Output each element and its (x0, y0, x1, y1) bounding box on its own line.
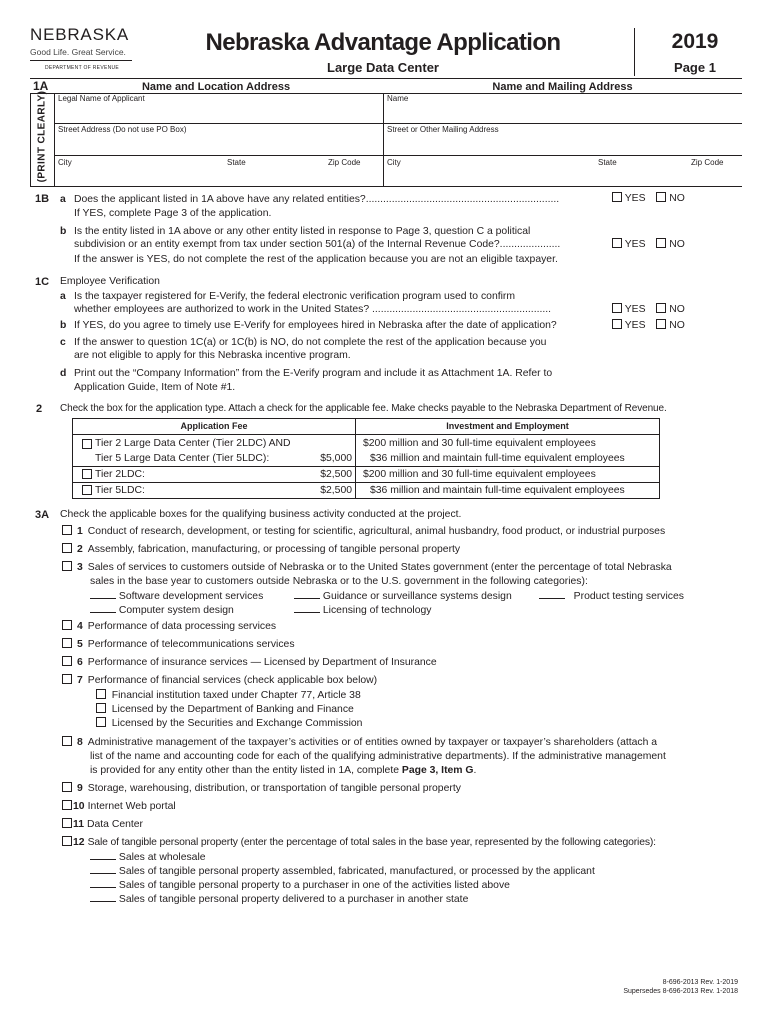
investment-requirement: $36 million and maintain full-time equivalent employees (370, 485, 625, 496)
purchaser-activity-percent-input[interactable] (90, 879, 116, 888)
assembled-by-applicant-percent-input[interactable] (90, 865, 116, 874)
no-label: NO (669, 304, 685, 315)
section-1c-label: 1C (35, 276, 50, 288)
financial-subtype-label: Licensed by the Securities and Exchange Commission (111, 718, 363, 729)
question-letter: c (60, 337, 66, 348)
software-development-percent-input[interactable] (90, 590, 116, 599)
mailing-street-field[interactable] (384, 123, 742, 155)
everify-agree-answer (612, 319, 685, 333)
activity-8-checkbox[interactable] (62, 736, 72, 746)
ineligible-note: If the answer is YES, do not complete the rest of the application because you are not an eligible taxpayer. (74, 254, 558, 265)
location-state-label: State (227, 158, 246, 167)
logo-department: DEPARTMENT OF REVENUE (44, 65, 120, 71)
company-information-instruction-cont: Application Guide, Item of Note #1. (74, 382, 236, 393)
mailing-name-label: Name (387, 94, 409, 103)
activity-11-label: Data Center (86, 819, 144, 830)
category-label: Product testing services (573, 591, 684, 602)
mailing-street-label: Street or Other Mailing Address (387, 125, 499, 134)
investment-requirement: $36 million and maintain full-time equivalent employees (370, 453, 625, 464)
activity-10-checkbox[interactable] (62, 800, 72, 810)
employee-verification-title: Employee Verification (60, 276, 160, 287)
activity-number: 1 (77, 526, 83, 537)
tier-2-and-5-requirements (356, 435, 659, 466)
application-fee-table (72, 418, 660, 499)
activity-12-checkbox[interactable] (62, 836, 72, 846)
activity-number: 6 (77, 657, 83, 668)
tier-2ldc-requirements (356, 467, 659, 482)
related-entities-yes-checkbox[interactable] (612, 192, 622, 202)
tier-5ldc-requirements (356, 483, 659, 498)
tier-2ldc-label: Tier 2LDC: (95, 469, 145, 480)
related-entities-answer (612, 192, 685, 206)
business-activity-instruction: Check the applicable boxes for the qualifying business activity conducted at the project. (60, 509, 462, 520)
tier-5ldc-option[interactable] (73, 483, 355, 498)
category-label: Licensing of technology (322, 605, 432, 616)
activity-1 (62, 525, 665, 539)
political-subdivision-yes-checkbox[interactable] (612, 238, 622, 248)
activity-number: 8 (77, 737, 83, 748)
political-subdivision-no-checkbox[interactable] (656, 238, 666, 248)
related-entities-no-checkbox[interactable] (656, 192, 666, 202)
activity-5-checkbox[interactable] (62, 638, 72, 648)
activity-4 (62, 620, 276, 634)
computer-system-design-percent-input[interactable] (90, 604, 116, 613)
yes-label: YES (624, 193, 646, 204)
licensing-technology-percent-input[interactable] (294, 604, 320, 613)
tier-2ldc-checkbox[interactable] (82, 469, 92, 479)
mailing-name-field[interactable] (384, 93, 742, 123)
securities-exchange-checkbox[interactable] (96, 717, 106, 727)
political-subdivision-question-cont: subdivision or an entity exempt from tax under section 501(a) of the Internal Revenue Code?..................... (74, 239, 561, 250)
page-subtitle: Large Data Center (327, 60, 439, 75)
activity-11-checkbox[interactable] (62, 818, 72, 828)
activity-2-label: Assembly, fabrication, manufacturing, or processing of tangible personal property (87, 544, 461, 555)
banking-finance-checkbox[interactable] (96, 703, 106, 713)
activity-10 (62, 800, 176, 814)
legal-name-field[interactable] (55, 93, 383, 123)
section-2-label: 2 (36, 403, 43, 415)
activity-10-label: Internet Web portal (87, 801, 176, 812)
activity-6 (62, 656, 437, 670)
activity-5 (62, 638, 295, 652)
logo-state-name: NEBRASKA (30, 25, 129, 44)
everify-registered-yes-checkbox[interactable] (612, 303, 622, 313)
form-year: 2019 (671, 30, 719, 53)
activity-number: 11 (73, 819, 84, 830)
tier-2ldc-option[interactable] (73, 467, 355, 482)
activity-number: 10 (73, 801, 85, 812)
mailing-state-label: State (598, 158, 617, 167)
everify-ineligible-note-cont: are not eligible to apply for this Nebraska incentive program. (74, 350, 351, 361)
category-label: Sales at wholesale (118, 852, 206, 863)
location-address-header: Name and Location Address (141, 81, 291, 93)
activity-6-checkbox[interactable] (62, 656, 72, 666)
supersedes-note: Supersedes 8-696-2013 Rev. 1-2018 (623, 988, 738, 995)
everify-registered-no-checkbox[interactable] (656, 303, 666, 313)
category-label: Sales of tangible personal property to a purchaser in one of the activities listed above (118, 880, 510, 891)
everify-registered-question-cont: whether employees are authorized to work in the United States? .............................................................. (74, 304, 552, 315)
everify-registered-answer (612, 303, 685, 317)
application-type-instruction: Check the box for the application type. Attach a check for the applicable fee. Make checks payable to the Nebraska Department of Revenue. (60, 403, 667, 414)
location-state-field[interactable] (225, 155, 325, 186)
activity-7-checkbox[interactable] (62, 674, 72, 684)
activity-3-checkbox[interactable] (62, 561, 72, 571)
question-letter: a (60, 194, 66, 205)
location-street-field[interactable] (55, 123, 383, 155)
mailing-city-field[interactable] (384, 155, 596, 186)
activity-8 (62, 736, 657, 750)
related-entities-question: Does the applicant listed in 1A above have any related entities?................................................................... (74, 194, 560, 205)
activity-3 (62, 561, 672, 575)
activity-7 (62, 674, 377, 688)
fee-column-header: Application Fee (180, 421, 248, 431)
activity-3-label: Sales of services to customers outside of Nebraska or to the United States government (enter the percentage of total Nebraska (87, 562, 672, 573)
location-zip-field[interactable] (325, 155, 383, 186)
yes-label: YES (624, 304, 646, 315)
location-zip-label: Zip Code (328, 158, 361, 167)
activity-8-label-cont-2 (90, 764, 476, 778)
mailing-zip-field[interactable] (688, 155, 742, 186)
political-subdivision-question: Is the entity listed in 1A above or any other entity listed in response to Page 3, question C a political (74, 226, 531, 237)
location-street-label: Street Address (Do not use PO Box) (58, 125, 187, 134)
question-letter: d (60, 368, 67, 379)
yes-label: YES (624, 320, 646, 331)
wholesale-percent-input[interactable] (90, 851, 116, 860)
no-label: NO (669, 320, 685, 331)
question-letter: b (60, 226, 67, 237)
category-label: Sales of tangible personal property assembled, fabricated, manufactured, or processed by the applicant (118, 866, 595, 877)
page-3-item-g-reference: Page 3, Item G (401, 765, 474, 776)
investment-column-header: Investment and Employment (446, 421, 569, 431)
everify-registered-question: Is the taxpayer registered for E-Verify, the federal electronic verification program used to confirm (74, 291, 516, 302)
category-label: Software development services (118, 591, 264, 602)
legal-name-label: Legal Name of Applicant (58, 94, 145, 103)
activity-number: 4 (77, 621, 83, 632)
mailing-zip-label: Zip Code (691, 158, 724, 167)
financial-institution-checkbox[interactable] (96, 689, 106, 699)
investment-requirement: $200 million and 30 full-time equivalent employees (363, 438, 596, 449)
activity-8-label: Administrative management of the taxpayer’s activities or of entities owned by taxpayer or taxpayer’s shareholders (attach a (87, 737, 658, 748)
section-1a-label: 1A (33, 79, 49, 93)
activity-2 (62, 543, 460, 557)
activity-1-checkbox[interactable] (62, 525, 72, 535)
activity-8-text: is provided for any entity other than the entity listed in 1A, complete (90, 765, 402, 776)
activity-6-label: Performance of insurance services — Licensed by Department of Insurance (87, 657, 437, 668)
question-letter: b (60, 320, 67, 331)
another-state-percent-input[interactable] (90, 893, 116, 902)
activity-12 (62, 836, 656, 850)
tier-5ldc-label: Tier 5LDC: (95, 485, 145, 496)
activity-8-label-cont: list of the name and accounting code for each of the qualifying administrative departments). If the administrative management (90, 751, 666, 762)
guidance-systems-percent-input[interactable] (294, 590, 320, 599)
activity-2-checkbox[interactable] (62, 543, 72, 553)
tier-2-and-5-fee: $5,000 (320, 453, 352, 464)
location-city-label: City (58, 158, 72, 167)
tier-2-and-5-label-line2: Tier 5 Large Data Center (Tier 5LDC): (95, 453, 270, 464)
financial-subtype-label: Licensed by the Department of Banking and Finance (111, 704, 354, 715)
activity-number: 3 (77, 562, 83, 573)
investment-requirement: $200 million and 30 full-time equivalent employees (363, 469, 596, 480)
location-city-field[interactable] (55, 155, 225, 186)
activity-11 (62, 818, 143, 832)
activity-9-label: Storage, warehousing, distribution, or transportation of tangible personal property (87, 783, 461, 794)
product-testing-percent-input[interactable] (539, 590, 565, 599)
activity-4-label: Performance of data processing services (87, 621, 277, 632)
page-title: Nebraska Advantage Application (205, 29, 561, 56)
question-letter: a (60, 291, 66, 302)
yes-label: YES (624, 239, 646, 250)
everify-agree-question: If YES, do you agree to timely use E-Verify for employees hired in Nebraska after the date of application? (74, 320, 557, 331)
mailing-state-field[interactable] (596, 155, 688, 186)
tier-2ldc-fee: $2,500 (320, 469, 352, 480)
no-label: NO (669, 239, 685, 250)
tier-2-and-5-checkbox[interactable] (82, 439, 92, 449)
activity-4-checkbox[interactable] (62, 620, 72, 630)
financial-subtype-label: Financial institution taxed under Chapter 77, Article 38 (111, 690, 361, 701)
form-number: 8-696-2013 Rev. 1-2019 (662, 979, 738, 986)
category-label: Guidance or surveillance systems design (322, 591, 512, 602)
related-entities-note: If YES, complete Page 3 of the application. (74, 208, 272, 219)
activity-12-label: Sale of tangible personal property (enter the percentage of total sales in the base year, represented by the following categories): (87, 837, 656, 848)
section-3a-label: 3A (35, 509, 50, 521)
activity-1-label: Conduct of research, development, or testing for scientific, agricultural, animal husbandry, food product, or industrial purposes (87, 526, 666, 537)
political-subdivision-answer (612, 238, 685, 252)
everify-agree-no-checkbox[interactable] (656, 319, 666, 329)
activity-number: 2 (77, 544, 83, 555)
logo-tagline: Good Life. Great Service. (30, 47, 126, 57)
activity-number: 9 (77, 783, 83, 794)
section-1b-label: 1B (35, 193, 50, 205)
period: . (473, 765, 477, 776)
activity-number: 5 (77, 639, 83, 650)
print-clearly-label: (PRINT CLEARLY) (36, 90, 48, 183)
tier-2-and-5-option[interactable] (73, 435, 355, 466)
tier-5ldc-checkbox[interactable] (82, 485, 92, 495)
tier-5ldc-fee: $2,500 (320, 485, 352, 496)
category-label: Sales of tangible personal property delivered to a purchaser in another state (118, 894, 469, 905)
company-information-instruction: Print out the “Company Information” from the E-Verify program and include it as Attachment 1A. Refer to (74, 368, 553, 379)
category-label: Computer system design (118, 605, 234, 616)
page-number: Page 1 (674, 60, 716, 75)
everify-agree-yes-checkbox[interactable] (612, 319, 622, 329)
activity-7-label: Performance of financial services (check applicable box below) (87, 675, 378, 686)
mailing-city-label: City (387, 158, 401, 167)
everify-ineligible-note: If the answer to question 1C(a) or 1C(b) is NO, do not complete the rest of the application because you (74, 337, 547, 348)
tier-2-and-5-label: Tier 2 Large Data Center (Tier 2LDC) AND (95, 438, 291, 449)
agency-logo (30, 26, 134, 72)
activity-number: 12 (73, 837, 85, 848)
activity-number: 7 (77, 675, 83, 686)
activity-5-label: Performance of telecommunications services (87, 639, 295, 650)
activity-9-checkbox[interactable] (62, 782, 72, 792)
mailing-address-header: Name and Mailing Address (492, 81, 633, 93)
no-label: NO (669, 193, 685, 204)
activity-9 (62, 782, 461, 796)
activity-3-label-cont: sales in the base year to customers outside Nebraska or to the U.S. government in the following categories): (90, 576, 588, 587)
